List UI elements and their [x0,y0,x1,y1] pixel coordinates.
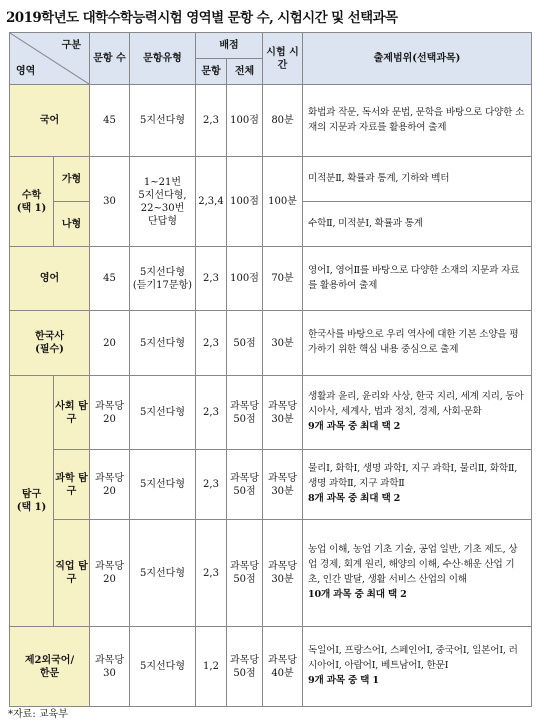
range-note: 9개 과목 중 최대 택 2 [308,420,401,432]
cell-total: 과목당 50점 [227,376,263,450]
area-foreign-label: 제2외국어/ [24,654,75,666]
cell-count: 과목당 20 [90,376,130,450]
cell-total: 과목당 50점 [227,627,263,707]
cell-range: 화법과 작문, 독서와 문법, 문학을 바탕으로 다양한 소재의 지문과 자료를 활용하여 출제 [303,85,532,157]
cell-item: 1,2 [196,627,227,707]
area-history [10,311,90,376]
cell-count: 30 [90,157,130,247]
table-row-english [10,247,532,311]
area-math-sub: (택 1) [16,202,47,214]
table-row-history [10,311,532,376]
cell-range [303,450,532,520]
cell-time: 30분 [263,311,303,376]
header-score-item: 문항 [196,59,227,85]
cell-count: 과목당 20 [90,450,130,520]
cell-item: 2,3 [196,85,227,157]
cell-total: 100점 [227,85,263,157]
cell-item: 2,3 [196,520,227,627]
cell-type: 5지선다형 [130,376,196,450]
area-history-sub: (필수) [35,344,64,355]
table-row-korean [10,85,532,157]
page-title: 2019학년도 대학수학능력시험 영역별 문항 수, 시험시간 및 선택과목 [6,10,398,26]
cell-range-na: 수학Ⅱ, 미적분Ⅰ, 확률과 통계 [303,202,532,247]
table-row-inquiry-social [10,376,532,450]
cell-total: 100점 [227,247,263,311]
sub-inquiry: 과학 탐구 [54,450,90,520]
sub-math-na: 나형 [54,202,90,247]
sub-inquiry: 사회 탐구 [54,376,90,450]
cell-range: 한국사를 바탕으로 우리 역사에 대한 기본 소양을 평가하기 위한 핵심 내용 중심으로 출제 [303,311,532,376]
range-text: 물리Ⅰ, 화학Ⅰ, 생명 과학Ⅰ, 지구 과학Ⅰ, 물리Ⅱ, 화학Ⅱ, 생명 과학Ⅱ, 지구 과학Ⅱ [308,463,518,490]
area-inquiry-sub: (택 1) [16,502,47,513]
type-sub: (듣기17문항) [132,279,193,291]
area-inquiry [10,376,54,627]
header-gubun: 구분 [61,40,81,51]
cell-item: 2,3 [196,376,227,450]
header-score-total: 전체 [227,59,263,85]
area-inquiry-label: 탐구 [21,489,42,500]
header-time: 시험 시간 [263,33,303,85]
type-line: 5지선다형 [139,266,185,278]
cell-time: 100분 [263,157,303,247]
cell-range [303,627,532,707]
header-area: 영역 [16,66,36,77]
cell-count: 과목당 30 [90,627,130,707]
cell-total: 과목당 50점 [227,520,263,627]
header-area-gubun [10,33,90,85]
cell-range: 영어Ⅰ, 영어Ⅱ를 바탕으로 다양한 소재의 지문과 자료를 활용하여 출제 [303,247,532,311]
cell-total: 100점 [227,157,263,247]
cell-item: 2,3,4 [196,157,227,247]
cell-range-ga: 미적분Ⅱ, 확률과 통계, 기하와 벡터 [303,157,532,202]
area-history-label: 한국사 [35,331,64,342]
table-row-inquiry-vocational [10,520,532,627]
cell-count: 과목당 20 [90,520,130,627]
area-math-label: 수학 [21,189,42,201]
cell-time: 70분 [263,247,303,311]
sub-math-ga: 가형 [54,157,90,202]
cell-type: 5지선다형 [130,520,196,627]
type-line: 1~21번 [143,176,182,188]
table-row-foreign [10,627,532,707]
header-range: 출제범위(선택과목) [303,33,532,85]
cell-count: 20 [90,311,130,376]
area-english: 영어 [10,247,90,311]
area-foreign-sub: 한문 [39,667,60,679]
type-line: 단답형 [148,215,177,227]
type-line: 22~30번 [140,202,185,214]
range-text: 생활과 윤리, 윤리와 사상, 한국 지리, 세계 지리, 동아시아사, 세계사, 법과 정치, 경제, 사회·문화 [308,391,524,418]
cell-type: 5지선다형 [130,450,196,520]
exam-table [9,32,532,707]
table-row-math-ga [10,157,532,202]
cell-type: 5지선다형 [130,85,196,157]
cell-type [130,247,196,311]
sub-inquiry: 직업 탐구 [54,520,90,627]
range-note: 8개 과목 중 최대 택 2 [308,492,401,504]
cell-type [130,157,196,247]
cell-total: 과목당 50점 [227,450,263,520]
cell-range [303,376,532,450]
cell-time: 과목당 30분 [263,450,303,520]
cell-count: 45 [90,85,130,157]
cell-total: 50점 [227,311,263,376]
range-note: 9개 과목 중 택 1 [308,674,379,686]
header-count: 문항 수 [90,33,130,85]
cell-count: 45 [90,247,130,311]
cell-item: 2,3 [196,311,227,376]
header-type: 문항유형 [130,33,196,85]
cell-range [303,520,532,627]
header-score: 배점 [196,33,263,59]
cell-item: 2,3 [196,247,227,311]
range-note: 10개 과목 중 최대 택 2 [308,588,407,600]
area-math [10,157,54,247]
cell-time: 과목당 40분 [263,627,303,707]
range-text: 농업 이해, 농업 기초 기술, 공업 일반, 기초 제도, 상업 경제, 회계 원리, 해양의 이해, 수산·해운 산업 기초, 인간 발달, 생활 서비스 산업의 이해 [308,544,518,585]
area-foreign [10,627,90,707]
cell-time: 과목당 30분 [263,520,303,627]
cell-time: 과목당 30분 [263,376,303,450]
range-text: 독일어Ⅰ, 프랑스어Ⅰ, 스페인어Ⅰ, 중국어Ⅰ, 일본어Ⅰ, 러시아어Ⅰ, 아랍어Ⅰ, 베트남어Ⅰ, 한문Ⅰ [308,645,518,672]
table-row-inquiry-science [10,450,532,520]
cell-time: 80분 [263,85,303,157]
cell-type: 5지선다형 [130,311,196,376]
area-korean: 국어 [10,85,90,157]
type-line: 5지선다형, [138,189,187,201]
cell-type: 5지선다형 [130,627,196,707]
source-note: *자료: 교육부 [8,709,68,720]
cell-item: 2,3 [196,450,227,520]
